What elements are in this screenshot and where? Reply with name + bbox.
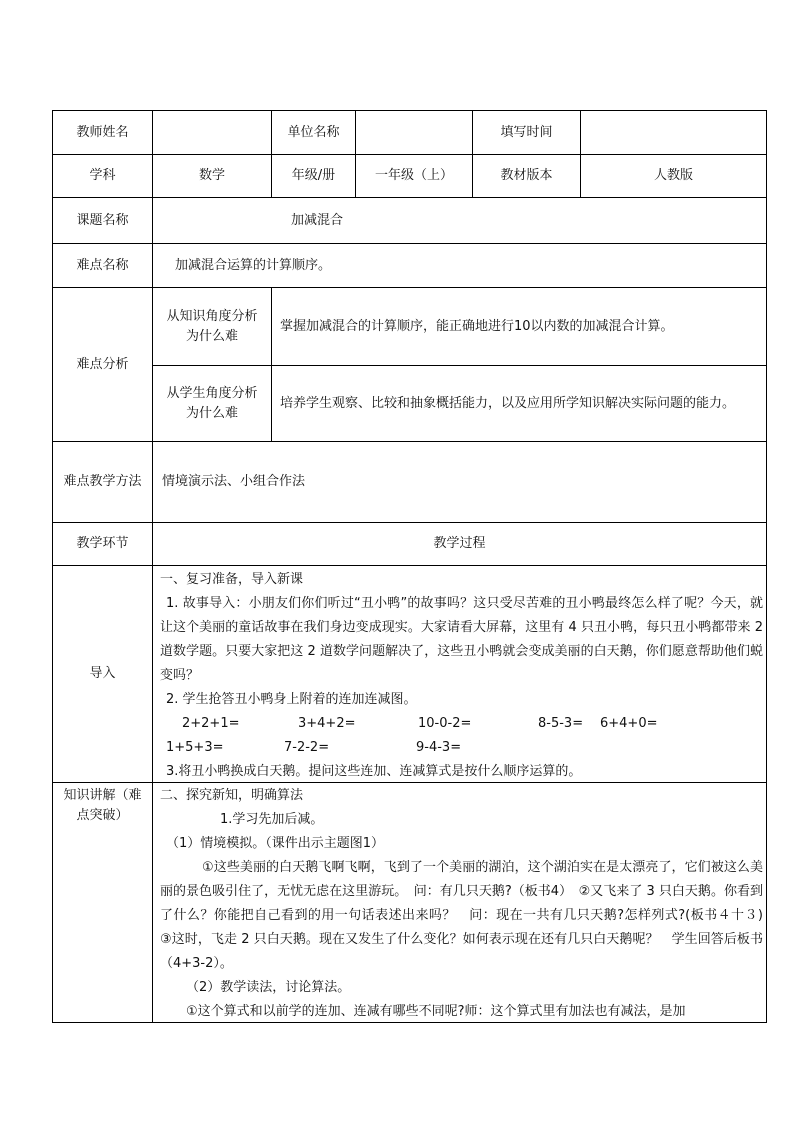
analysis-label: 难点分析 (76, 356, 129, 372)
equation: 2+2+1= (182, 716, 240, 731)
stage-header: 教学环节 (76, 536, 129, 551)
date-value[interactable] (581, 111, 766, 154)
method-value: 情境演示法、小组合作法 (162, 474, 306, 489)
equation: 1+5+3= (166, 740, 224, 755)
equation: 9-4-3= (416, 740, 462, 755)
knowledge-angle-value: 掌握加减混合的计算顺序，能正确地进行10以内数的加减混合计算。 (280, 318, 674, 334)
difficulty-label: 难点名称 (76, 257, 129, 273)
knowledge-angle-label: 从知识角度分析为什么难 (166, 308, 258, 344)
equation-row-2 (160, 736, 763, 760)
intro-question-paragraph: 3.将丑小鸭换成白天鹅。提问这些连加、连减算式是按什么顺序运算的。 (166, 764, 582, 779)
equation: 8-5-3= (538, 716, 584, 731)
edition-value: 人教版 (653, 168, 693, 183)
equation: 10-0-2= (418, 716, 472, 731)
unit-label: 单位名称 (287, 124, 340, 140)
student-angle-label: 从学生角度分析为什么难 (166, 385, 258, 421)
knowledge-scenario-paragraph: ①这些美丽的白天鹅飞啊飞啊，飞到了一个美丽的湖泊，这个湖泊实在是太漂亮了，它们被这么美丽的景色吸引住了，无忧无虑在这里游玩。 问：有几只天鹅?（板书4） ②又飞来了 3 只白天鹅。你看到了什么？你能把自己看到的用一句话表述出来吗？ 问：现在一共有几只天鹅?怎样列式?(板书４十３) ③这时，飞走 2 只白天鹅。现在又发生了什么变化？如何表示现在还有几只白天鹅呢？ 学生回答后板书（4+3-2）。 (160, 860, 777, 971)
unit-value[interactable] (356, 111, 472, 154)
process-header: 教学过程 (433, 536, 486, 551)
knowledge-step-2: （2）教学读法，讨论算法。 (186, 980, 351, 995)
intro-story-paragraph: 1. 故事导入：小朋友们你们听过“丑小鸭”的故事吗？这只受尽苦难的丑小鸭最终怎么样了呢？今天，就让这个美丽的童话故事在我们身边变成现实。大家请看大屏幕，这里有 4 只丑小鸭，每只丑小鸭都带来 2 道数学题。只要大家把这 2 道数学问题解决了，这些丑小鸭就会变成美丽的白天鹅，你们愿意帮助他们蜕变吗？ (160, 596, 763, 683)
difficulty-value: 加减混合运算的计算顺序。 (175, 257, 332, 273)
equation: 3+4+2= (298, 716, 356, 731)
topic-label: 课题名称 (76, 212, 129, 228)
equation-row-1 (160, 712, 763, 736)
equation: 6+4+0= (600, 716, 658, 731)
topic-value: 加减混合 (291, 212, 344, 228)
intro-quiz-paragraph: 2. 学生抢答丑小鸭身上附着的连加连减图。 (166, 692, 417, 707)
method-label: 难点教学方法 (63, 474, 142, 489)
knowledge-label: 知识讲解（难点突破） (63, 788, 142, 823)
student-angle-value: 培养学生观察、比较和抽象概括能力，以及应用所学知识解决实际问题的能力。 (280, 395, 736, 411)
knowledge-content (160, 784, 777, 1022)
knowledge-subheading-1: 1.学习先加后减。 (220, 812, 324, 827)
subject-label: 学科 (89, 168, 116, 183)
intro-heading: 一、复习准备，导入新课 (160, 572, 304, 587)
intro-content (160, 568, 763, 784)
date-label: 填写时间 (500, 124, 553, 140)
teacher-name-value[interactable] (153, 111, 271, 154)
grade-value: 一年级（上） (374, 168, 453, 183)
equation: 7-2-2= (284, 740, 330, 755)
teacher-name-label: 教师姓名 (76, 124, 129, 140)
subject-value: 数学 (198, 168, 225, 183)
edition-label: 教材版本 (500, 168, 553, 183)
knowledge-discussion: ①这个算式和以前学的连加、连减有哪些不同呢?师：这个算式里有加法也有减法，是加 (186, 1004, 686, 1019)
grade-label: 年级/册 (291, 168, 336, 183)
knowledge-step-1: （1）情境模拟。（课件出示主题图1） (166, 836, 385, 851)
knowledge-heading: 二、探究新知，明确算法 (160, 788, 304, 803)
intro-label: 导入 (89, 666, 116, 681)
